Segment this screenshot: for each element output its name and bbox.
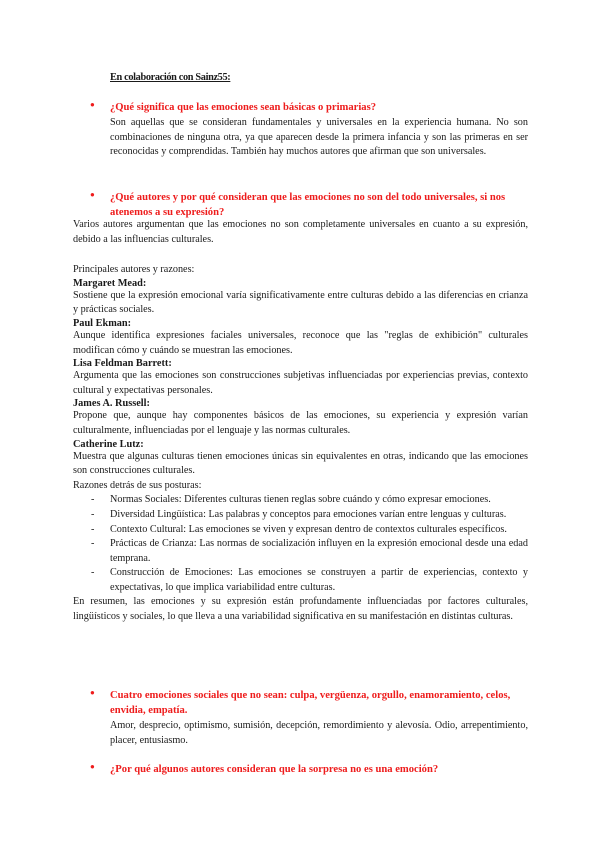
reason-item <box>91 493 528 508</box>
author-reason: Propone que, aunque hay componentes básicos de las emociones, su experiencia y expresión varían culturalmente, influenciadas por el lenguaje y las normas culturales. <box>73 410 528 436</box>
author-block <box>73 398 528 438</box>
dash-bullet: - <box>91 523 95 535</box>
author-name: Margaret Mead: <box>73 277 147 289</box>
reason-item <box>91 537 528 566</box>
summary-paragraph: En resumen, las emociones y su expresión están profundamente influenciadas por factores culturales, lingüísticos y sociales, lo que lleva a una variabilidad significativa en su manifestación en distintas culturas. <box>73 596 528 623</box>
universality-intro: Varios autores argumentan que las emociones no son completamente universales en cuanto a su expresión, debido a las influencias culturales. <box>73 219 528 245</box>
answer-social-emotions: Amor, desprecio, optimismo, sumisión, decepción, remordimiento y alevosía. Odio, arrepentimiento, placer, entusiasmo. <box>110 720 528 746</box>
section-universality-body <box>73 218 528 625</box>
author-block <box>73 439 528 479</box>
author-block <box>73 318 528 358</box>
reason-text: Prácticas de Crianza: Las normas de socialización influyen en la expresión emocional desde una edad temprana. <box>110 538 528 564</box>
author-name: Catherine Lutz: <box>73 438 144 450</box>
author-block <box>73 278 528 318</box>
author-name: James A. Russell: <box>73 398 150 410</box>
dash-bullet: - <box>91 567 95 579</box>
author-block <box>73 358 528 398</box>
question-basic-emotions: ¿Qué significa que las emociones sean básicas o primarias? <box>110 102 377 113</box>
section-universality-question <box>90 190 528 220</box>
section-basic-emotions <box>90 100 528 160</box>
answer-basic-emotions: Son aquellas que se consideran fundamentales y universales en la experiencia humana. No son combinaciones de ninguna otra, ya que aparecen desde la primera infancia y son las primeras en ser reconocidas y comprendidas. También hay muchos autores que afirman que son universales. <box>110 117 528 158</box>
section-social-emotions <box>90 688 528 748</box>
dash-bullet: - <box>91 494 95 506</box>
reason-item <box>91 523 528 538</box>
reason-text: Contexto Cultural: Las emociones se viven y expresan dentro de contextos culturales específicos. <box>110 523 507 535</box>
dash-bullet: - <box>91 508 95 520</box>
collaboration-header: En colaboración con Sainz55: <box>110 72 231 83</box>
author-reason: Muestra que algunas culturas tienen emociones únicas sin equivalentes en otras, indicando que las emociones son construcciones culturales. <box>73 450 528 477</box>
bullet-icon: ● <box>90 762 95 771</box>
reason-text: Diversidad Lingüística: Las palabras y conceptos para emociones varían entre lenguas y culturas. <box>110 508 507 520</box>
reason-item <box>91 508 528 523</box>
author-reason: Sostiene que la expresión emocional varía significativamente entre culturas debido a las diferencias en crianza y prácticas sociales. <box>73 289 528 316</box>
reasons-list <box>73 493 528 595</box>
section-surprise <box>90 762 528 777</box>
question-social-emotions: Cuatro emociones sociales que no sean: culpa, vergüenza, orgullo, enamoramiento, celos, envidia, empatía. <box>110 690 511 716</box>
bullet-icon: ● <box>90 688 95 697</box>
dash-bullet: - <box>91 538 95 550</box>
bullet-icon: ● <box>90 190 95 199</box>
reasons-heading: Razones detrás de sus posturas: <box>73 479 202 491</box>
bullet-icon: ● <box>90 100 95 109</box>
question-universality: ¿Qué autores y por qué consideran que las emociones no son del todo universales, si nos atenemos a su expresión? <box>110 192 506 218</box>
author-reason: Aunque identifica expresiones faciales universales, reconoce que las "reglas de exhibición" culturales modifican cómo y cuándo se muestran las emociones. <box>73 329 528 356</box>
author-reason: Argumenta que las emociones son construcciones subjetivas influenciadas por experiencias previas, contexto cultural y expectativas personales. <box>73 370 528 396</box>
author-name: Lisa Feldman Barrett: <box>73 358 172 370</box>
reason-text: Construcción de Emociones: Las emociones se construyen a partir de experiencias, contexto y expectativas, lo que implica variabilidad entre culturas. <box>110 567 528 593</box>
author-name: Paul Ekman: <box>73 317 132 329</box>
authors-heading: Principales autores y razones: <box>73 264 195 276</box>
reason-text: Normas Sociales: Diferentes culturas tienen reglas sobre cuándo y cómo expresar emociones. <box>110 494 491 506</box>
reason-item <box>91 566 528 595</box>
question-surprise: ¿Por qué algunos autores consideran que la sorpresa no es una emoción? <box>110 764 439 775</box>
